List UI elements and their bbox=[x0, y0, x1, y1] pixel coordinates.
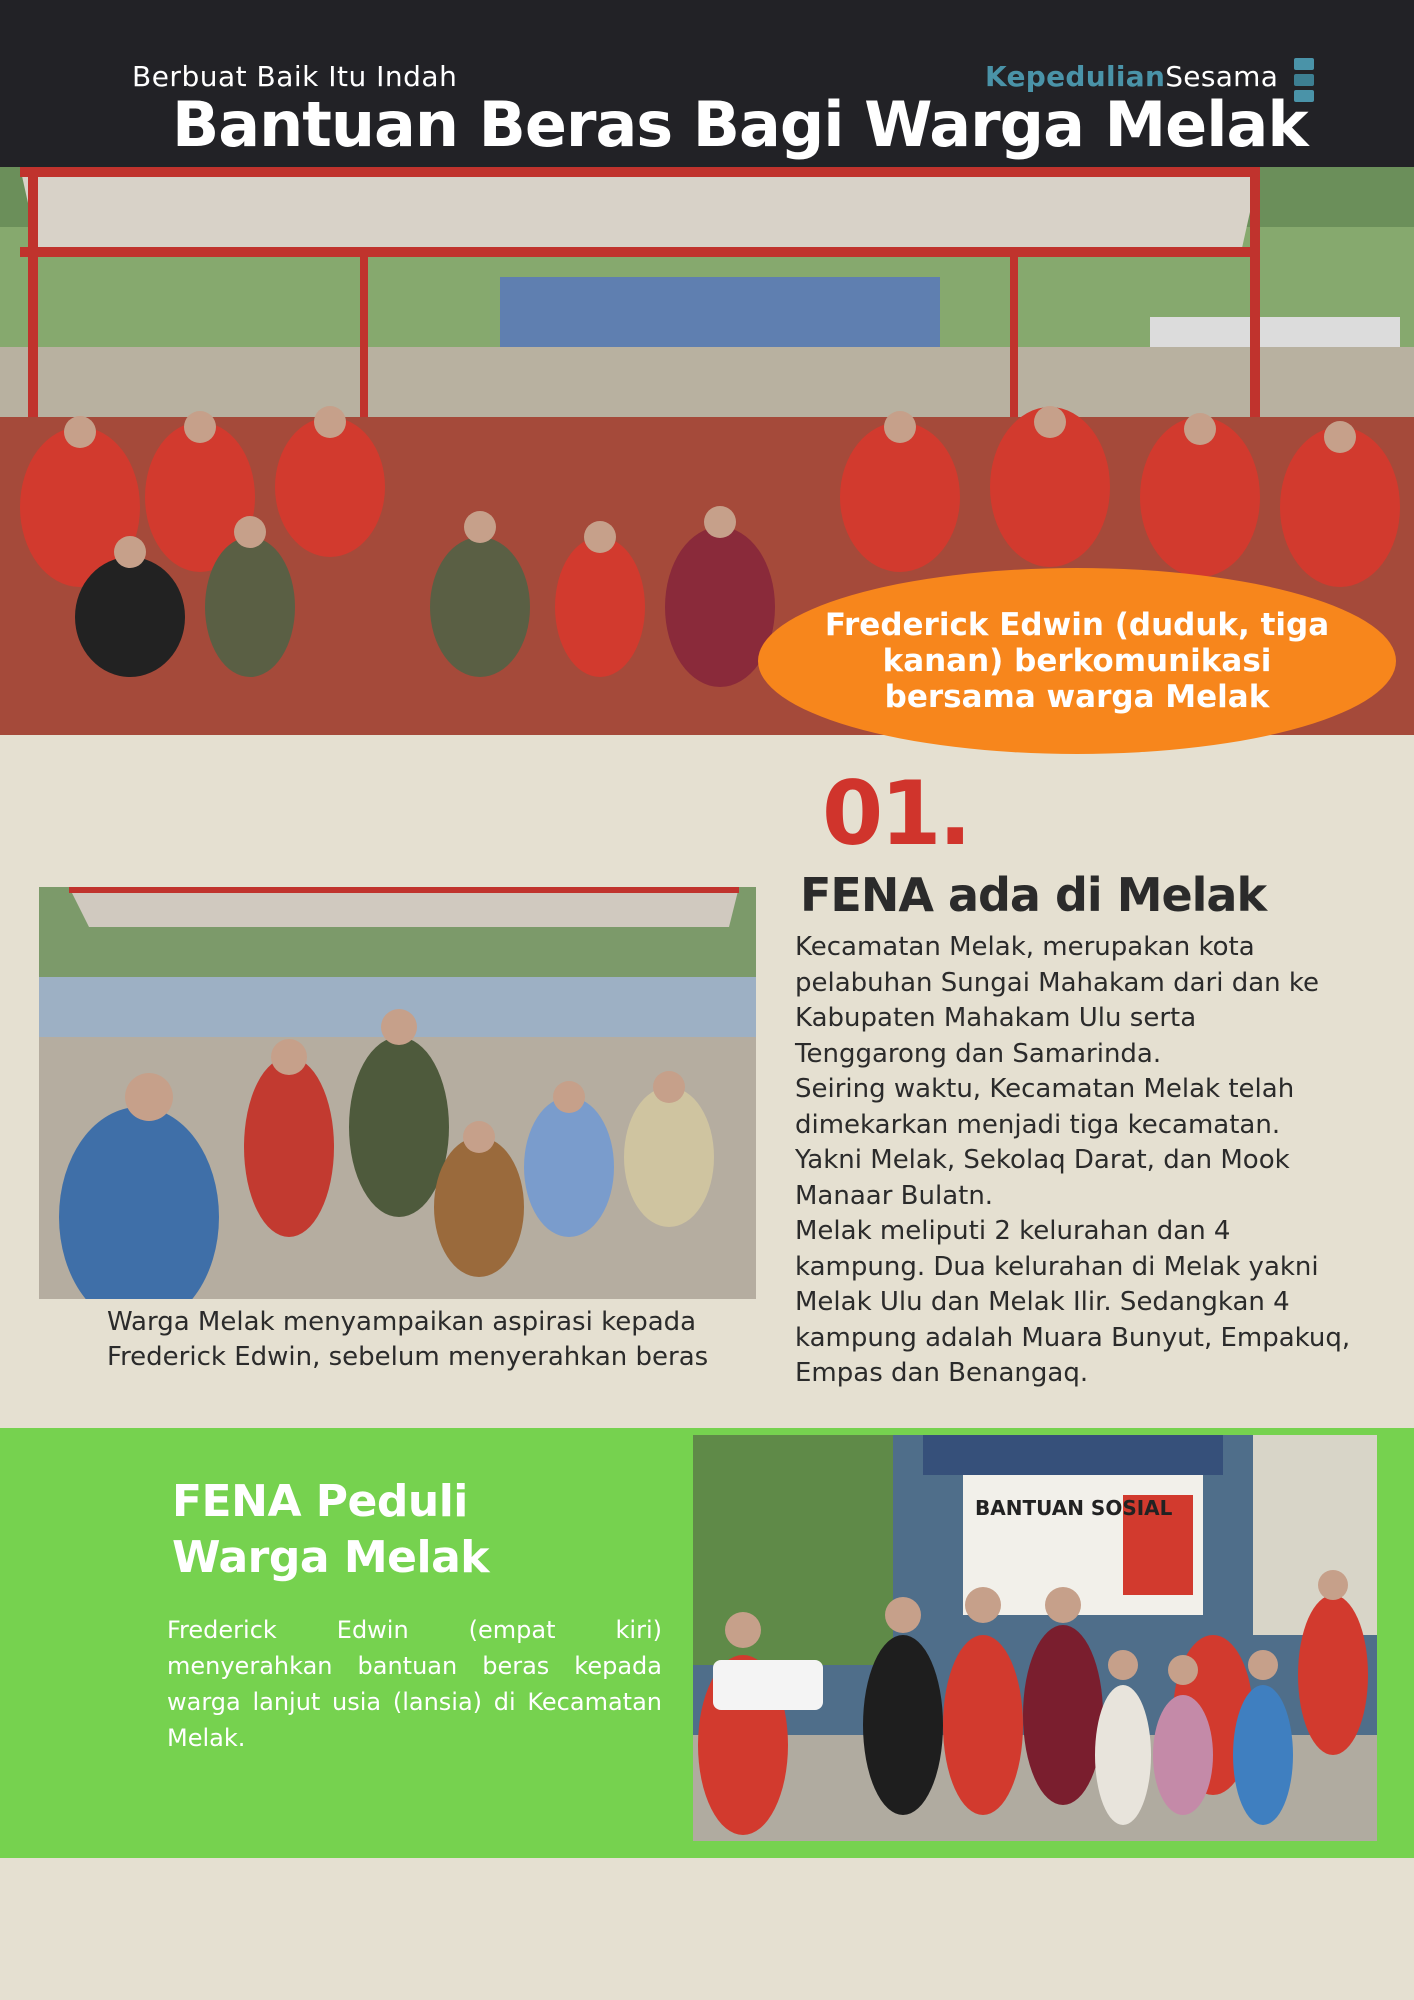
brand-part-2: Sesama bbox=[1165, 60, 1279, 93]
page-title: Bantuan Beras Bagi Warga Melak bbox=[172, 88, 1308, 161]
aspiration-photo-caption: Warga Melak menyampaikan aspirasi kepada Frederick Edwin, sebelum menyerahkan beras bbox=[107, 1307, 709, 1372]
banner-text: BANTUAN SOSIAL bbox=[975, 1496, 1173, 1520]
rice-handover-photo bbox=[693, 1435, 1377, 1841]
tagline: Berbuat Baik Itu Indah bbox=[132, 60, 458, 93]
section2-title-line-2: Warga Melak bbox=[172, 1532, 490, 1583]
section-paragraph: Seiring waktu, Kecamatan Melak telah dimekarkan menjadi tiga kecamatan. Yakni Melak, Sekolaq Darat, dan Mook Manaar Bulatn. bbox=[795, 1074, 1295, 1211]
section2-body: Frederick Edwin (empat kiri) menyerahkan bantuan beras kepada warga lanjut usia (lansia) di Kecamatan Melak. bbox=[167, 1616, 662, 1752]
hero-caption-bubble bbox=[758, 568, 1396, 754]
section-body bbox=[795, 930, 1355, 1392]
section2-title bbox=[172, 1474, 489, 1586]
brand-part-1: Kepedulian bbox=[985, 60, 1166, 93]
section-paragraph: Kecamatan Melak, merupakan kota pelabuhan Sungai Mahakam dari dan ke Kabupaten Mahakam Ulu serta Tenggarong dan Samarinda. bbox=[795, 932, 1319, 1069]
hero-caption: Frederick Edwin (duduk, tiga kanan) berkomunikasi bersama warga Melak bbox=[824, 607, 1330, 715]
aspiration-photo bbox=[39, 887, 756, 1299]
section2-title-line-1: FENA Peduli bbox=[172, 1476, 468, 1527]
section-paragraph: Melak meliputi 2 kelurahan dan 4 kampung. Dua kelurahan di Melak yakni Melak Ulu dan Melak Ilir. Sedangkan 4 kampung adalah Muara Bunyut, Empakuq, Empas dan Benangaq. bbox=[795, 1216, 1351, 1388]
header-bar bbox=[0, 0, 1414, 167]
section-title: FENA ada di Melak bbox=[800, 868, 1267, 922]
section-number: 01. bbox=[822, 762, 969, 865]
